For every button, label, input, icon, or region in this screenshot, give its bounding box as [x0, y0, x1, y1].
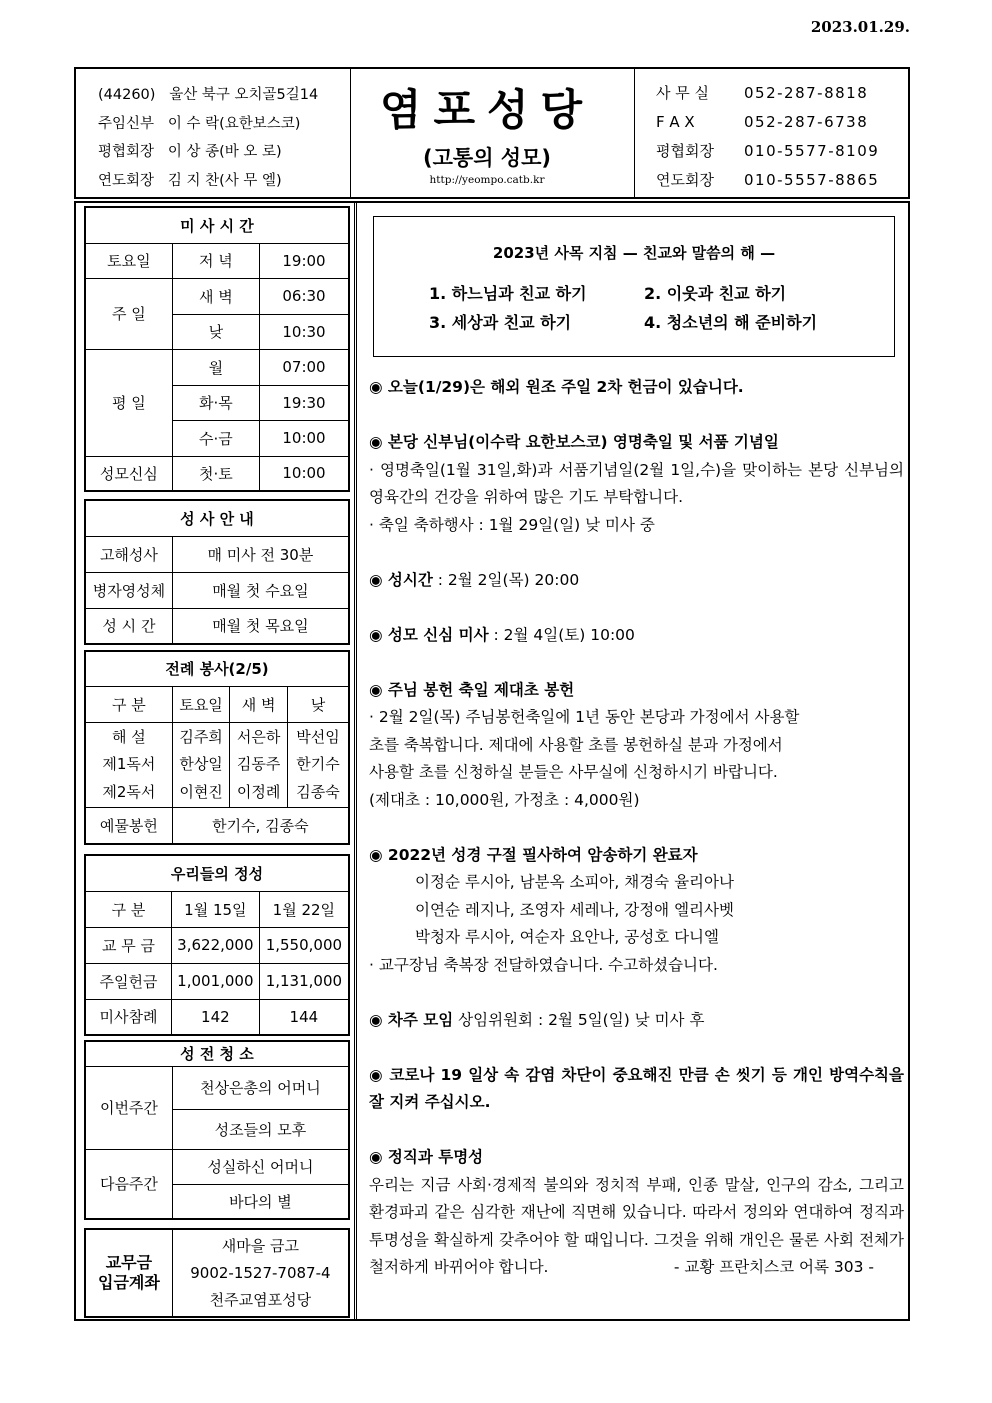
completer-names: 이연순 레지나, 조영자 세레나, 강정애 엘리사벳: [415, 900, 734, 919]
contact-number: 052-287-6738: [744, 113, 869, 131]
announcement-mission-sunday: ◉ 오늘(1/29)은 해외 원조 주일 2차 헌금이 있습니다.: [369, 378, 744, 396]
server-name: 이정례: [230, 777, 288, 807]
announcement-body: 상임위원회 : 2월 5일(일) 낮 미사 후: [453, 1010, 705, 1029]
sacraments-table: [84, 499, 350, 645]
time-label: 월: [172, 349, 259, 385]
quote-source: - 교황 프란치스코 어록 303 -: [673, 1258, 874, 1276]
announcement-body: 사용할 초를 신청하실 분들은 사무실에 신청하시기 바랍니다.: [369, 763, 778, 781]
announcement-title: ◉ 성모 신심 미사: [369, 625, 489, 644]
server-name: 박선임: [287, 722, 349, 750]
header-divider: [634, 69, 635, 197]
announcement-title: ◉ 주님 봉헌 축일 제대초 봉헌: [369, 680, 575, 699]
mass-time: 10:00: [259, 456, 349, 491]
announcement-body: : 2월 4일(토) 10:00: [488, 625, 635, 644]
role-label: 해 설: [85, 722, 172, 750]
week-label: 다음주간: [85, 1149, 172, 1219]
contact-number: 052-287-8818: [744, 84, 869, 102]
offering-row-label: 주일헌금: [85, 963, 171, 999]
day-cell: 토요일: [85, 243, 172, 278]
offering-row-label: 미사참례: [85, 999, 171, 1035]
announcement-meeting: [369, 1007, 904, 1035]
column-header: 구 분: [85, 891, 171, 927]
announcements: [369, 374, 904, 1282]
server-name: 김종숙: [287, 777, 349, 807]
policy-item: 3. 세상과 친교 하기: [429, 313, 572, 332]
cleaning-group: 바다의 별: [172, 1184, 349, 1219]
contact-row: [656, 166, 879, 195]
contact-label: 연도회장: [656, 171, 714, 189]
announcement-title: ◉ 성시간: [369, 570, 433, 589]
role-label: 제1독서: [85, 750, 172, 777]
mass-times-table: [84, 206, 350, 492]
completer-names: 이정순 루시아, 남분옥 소피아, 채경숙 율리아나: [415, 873, 734, 891]
masthead: [366, 73, 608, 186]
mass-time: 10:30: [259, 314, 349, 349]
sacrament-value: 매월 첫 수요일: [172, 572, 349, 608]
time-label: 화·목: [172, 385, 259, 420]
account-number: 9002-1527-7087-4: [190, 1263, 331, 1282]
liturgy-service-table: [84, 650, 350, 845]
time-label: 새 벽: [172, 278, 259, 314]
cleaning-group: 천상은총의 어머니: [172, 1066, 349, 1109]
column-divider: [354, 203, 357, 1319]
contact-label: 사 무 실: [656, 84, 710, 102]
mass-time: 10:00: [259, 420, 349, 456]
bulletin-date: 2023.01.29.: [810, 18, 910, 36]
yeondo-president-line: 연도회장 김 지 찬(사 무 엘): [98, 172, 282, 189]
announcement-title: ◉ 본당 신부님(이수락 요한보스코) 영명축일 및 서품 기념일: [369, 433, 779, 451]
announcement-title: ◉ 정직과 투명성: [369, 1148, 484, 1166]
announcement-title: ◉ 2022년 성경 구절 필사하여 암송하기 완료자: [369, 845, 698, 864]
mass-times-title: 미 사 시 간: [85, 207, 349, 243]
account-holder: 천주교염포성당: [209, 1290, 312, 1309]
contact-label: F A X: [656, 113, 695, 131]
server-name: 김주희: [172, 722, 230, 750]
sacrament-label: 병자영성체: [85, 572, 172, 608]
sacrament-value: 매월 첫 목요일: [172, 608, 349, 644]
account-label: [85, 1229, 172, 1317]
column-header: 토요일: [172, 686, 230, 722]
sacrament-value: 매 미사 전 30분: [172, 536, 349, 572]
church-url[interactable]: http://yeompo.catb.kr: [429, 174, 545, 186]
time-label: 낮: [172, 314, 259, 349]
contact-label: 평협회장: [656, 142, 714, 160]
announcement-body: 초를 축복합니다. 제대에 사용할 초를 봉헌하실 분과 가정에서: [369, 735, 783, 754]
account-label-line: 교무금: [105, 1253, 153, 1272]
offering-amount: 1,131,000: [259, 963, 349, 999]
server-name: 김동주: [230, 750, 288, 777]
announcement-body: · 교구장님 축복장 전달하였습니다. 수고하셨습니다.: [369, 955, 718, 974]
cleaning-group: 성조들의 모후: [172, 1109, 349, 1149]
policy-title: 2023년 사목 지침 — 친교와 말씀의 해 —: [492, 244, 776, 262]
mass-time: 19:30: [259, 385, 349, 420]
offering-amount: 3,622,000: [171, 927, 259, 963]
pastoral-policy-box: [373, 216, 895, 357]
offerings-table: [84, 854, 350, 1036]
church-cleaning-table: [84, 1040, 350, 1220]
time-label: 저 녁: [172, 243, 259, 278]
header-divider: [350, 69, 351, 197]
attendance-count: 144: [259, 999, 349, 1035]
announcement-holy-hour: [369, 567, 904, 595]
offering-amount: 1,550,000: [259, 927, 349, 963]
bank-account-table: [84, 1228, 350, 1318]
server-name: 한기수: [287, 750, 349, 777]
contact-list: [656, 79, 879, 195]
cleaning-title: 성 전 청 소: [85, 1041, 349, 1066]
mass-time: 06:30: [259, 278, 349, 314]
completer-names: 박청자 루시아, 여순자 요안나, 공성호 다니엘: [415, 928, 720, 946]
mass-time: 19:00: [259, 243, 349, 278]
column-header: 낮: [287, 686, 349, 722]
sacrament-label: 성 시 간: [85, 608, 172, 644]
announcement-marian-mass: [369, 622, 904, 650]
contact-number: 010-5557-8865: [744, 171, 880, 189]
offering-names: 한기수, 김종숙: [172, 807, 349, 844]
day-cell: 주 일: [85, 278, 172, 349]
server-name: 서은하: [230, 722, 288, 750]
announcement-covid: ◉ 코로나 19 일상 속 감염 차단이 중요해진 만큼 손 씻기 등 개인 방역수칙을 잘 지켜 주십시오.: [369, 1065, 904, 1111]
policy-item: 4. 청소년의 해 준비하기: [644, 313, 818, 332]
column-header: 1월 15일: [171, 891, 259, 927]
announcement-body: · 영명축일(1월 31일,화)과 서품기념일(2월 1일,수)을 맞이하는 본당 신부님의 영육간의 건강을 위하여 많은 기도 부탁합니다.: [369, 460, 904, 506]
contact-row: [656, 137, 879, 166]
column-header: 1월 22일: [259, 891, 349, 927]
server-name: 이현진: [172, 777, 230, 807]
announcement-title: ◉ 차주 모임: [369, 1010, 454, 1029]
cleaning-group: 성실하신 어머니: [172, 1149, 349, 1184]
column-header: 구 분: [85, 686, 172, 722]
week-label: 이번주간: [85, 1066, 172, 1149]
policy-item: 1. 하느님과 친교 하기: [429, 284, 587, 303]
liturgy-title: 전례 봉사(2/5): [85, 651, 349, 686]
contact-number: 010-5577-8109: [744, 142, 880, 160]
account-info: [172, 1229, 349, 1317]
day-cell: 평 일: [85, 349, 172, 456]
announcement-body: · 축일 축하행사 : 1월 29일(일) 낮 미사 중: [369, 515, 655, 534]
contact-row: [656, 108, 879, 137]
announcement-body: : 2월 2일(목) 20:00: [432, 570, 580, 589]
day-cell: 성모신심: [85, 456, 172, 491]
time-label: 수·금: [172, 420, 259, 456]
role-label: 제2독서: [85, 777, 172, 807]
bank-name: 새마을 금고: [221, 1236, 299, 1255]
offering-row-label: 교 무 금: [85, 927, 171, 963]
offering-label: 예물봉헌: [85, 807, 172, 844]
council-president-line: 평협회장 이 상 종(바 오 로): [98, 144, 282, 160]
offering-amount: 1,001,000: [171, 963, 259, 999]
announcement-body: (제대초 : 10,000원, 가정초 : 4,000원): [369, 790, 640, 809]
offerings-title: 우리들의 정성: [85, 855, 349, 891]
attendance-count: 142: [171, 999, 259, 1035]
parish-info: [98, 81, 318, 195]
account-label-line: 입금계좌: [97, 1273, 160, 1292]
policy-item: 2. 이웃과 친교 하기: [644, 284, 787, 303]
server-name: 한상일: [172, 750, 230, 777]
announcement-body: · 2월 2일(목) 주님봉헌축일에 1년 동안 본당과 가정에서 사용할: [369, 708, 800, 726]
sacraments-title: 성 사 안 내: [85, 500, 349, 536]
address-line: (44260) 울산 북구 오치골5길14: [98, 87, 319, 103]
sacrament-label: 고해성사: [85, 536, 172, 572]
quote-body: 우리는 지금 사회·경제적 불의와 정치적 부패, 인종 말살, 인구의 감소, 그리고 환경파괴 같은 심각한 재난에 직면해 있습니다. 따라서 정의와 연대하여 정직과 투명성을 확실하게 갖추어야 할 때입니다. 그것을 위해 개인은 물론 사회 전체가 철저하게 바뀌어야 합니다.: [369, 1175, 904, 1276]
bulletin-header: [74, 67, 910, 199]
mass-time: 07:00: [259, 349, 349, 385]
pastor-line: 주임신부 이 수 락(요한보스코): [98, 115, 301, 132]
church-name: 염포성당: [379, 86, 595, 136]
column-header: 새 벽: [230, 686, 288, 722]
contact-row: [656, 79, 879, 108]
time-label: 첫·토: [172, 456, 259, 491]
church-subtitle: (고통의 성모): [423, 146, 551, 170]
